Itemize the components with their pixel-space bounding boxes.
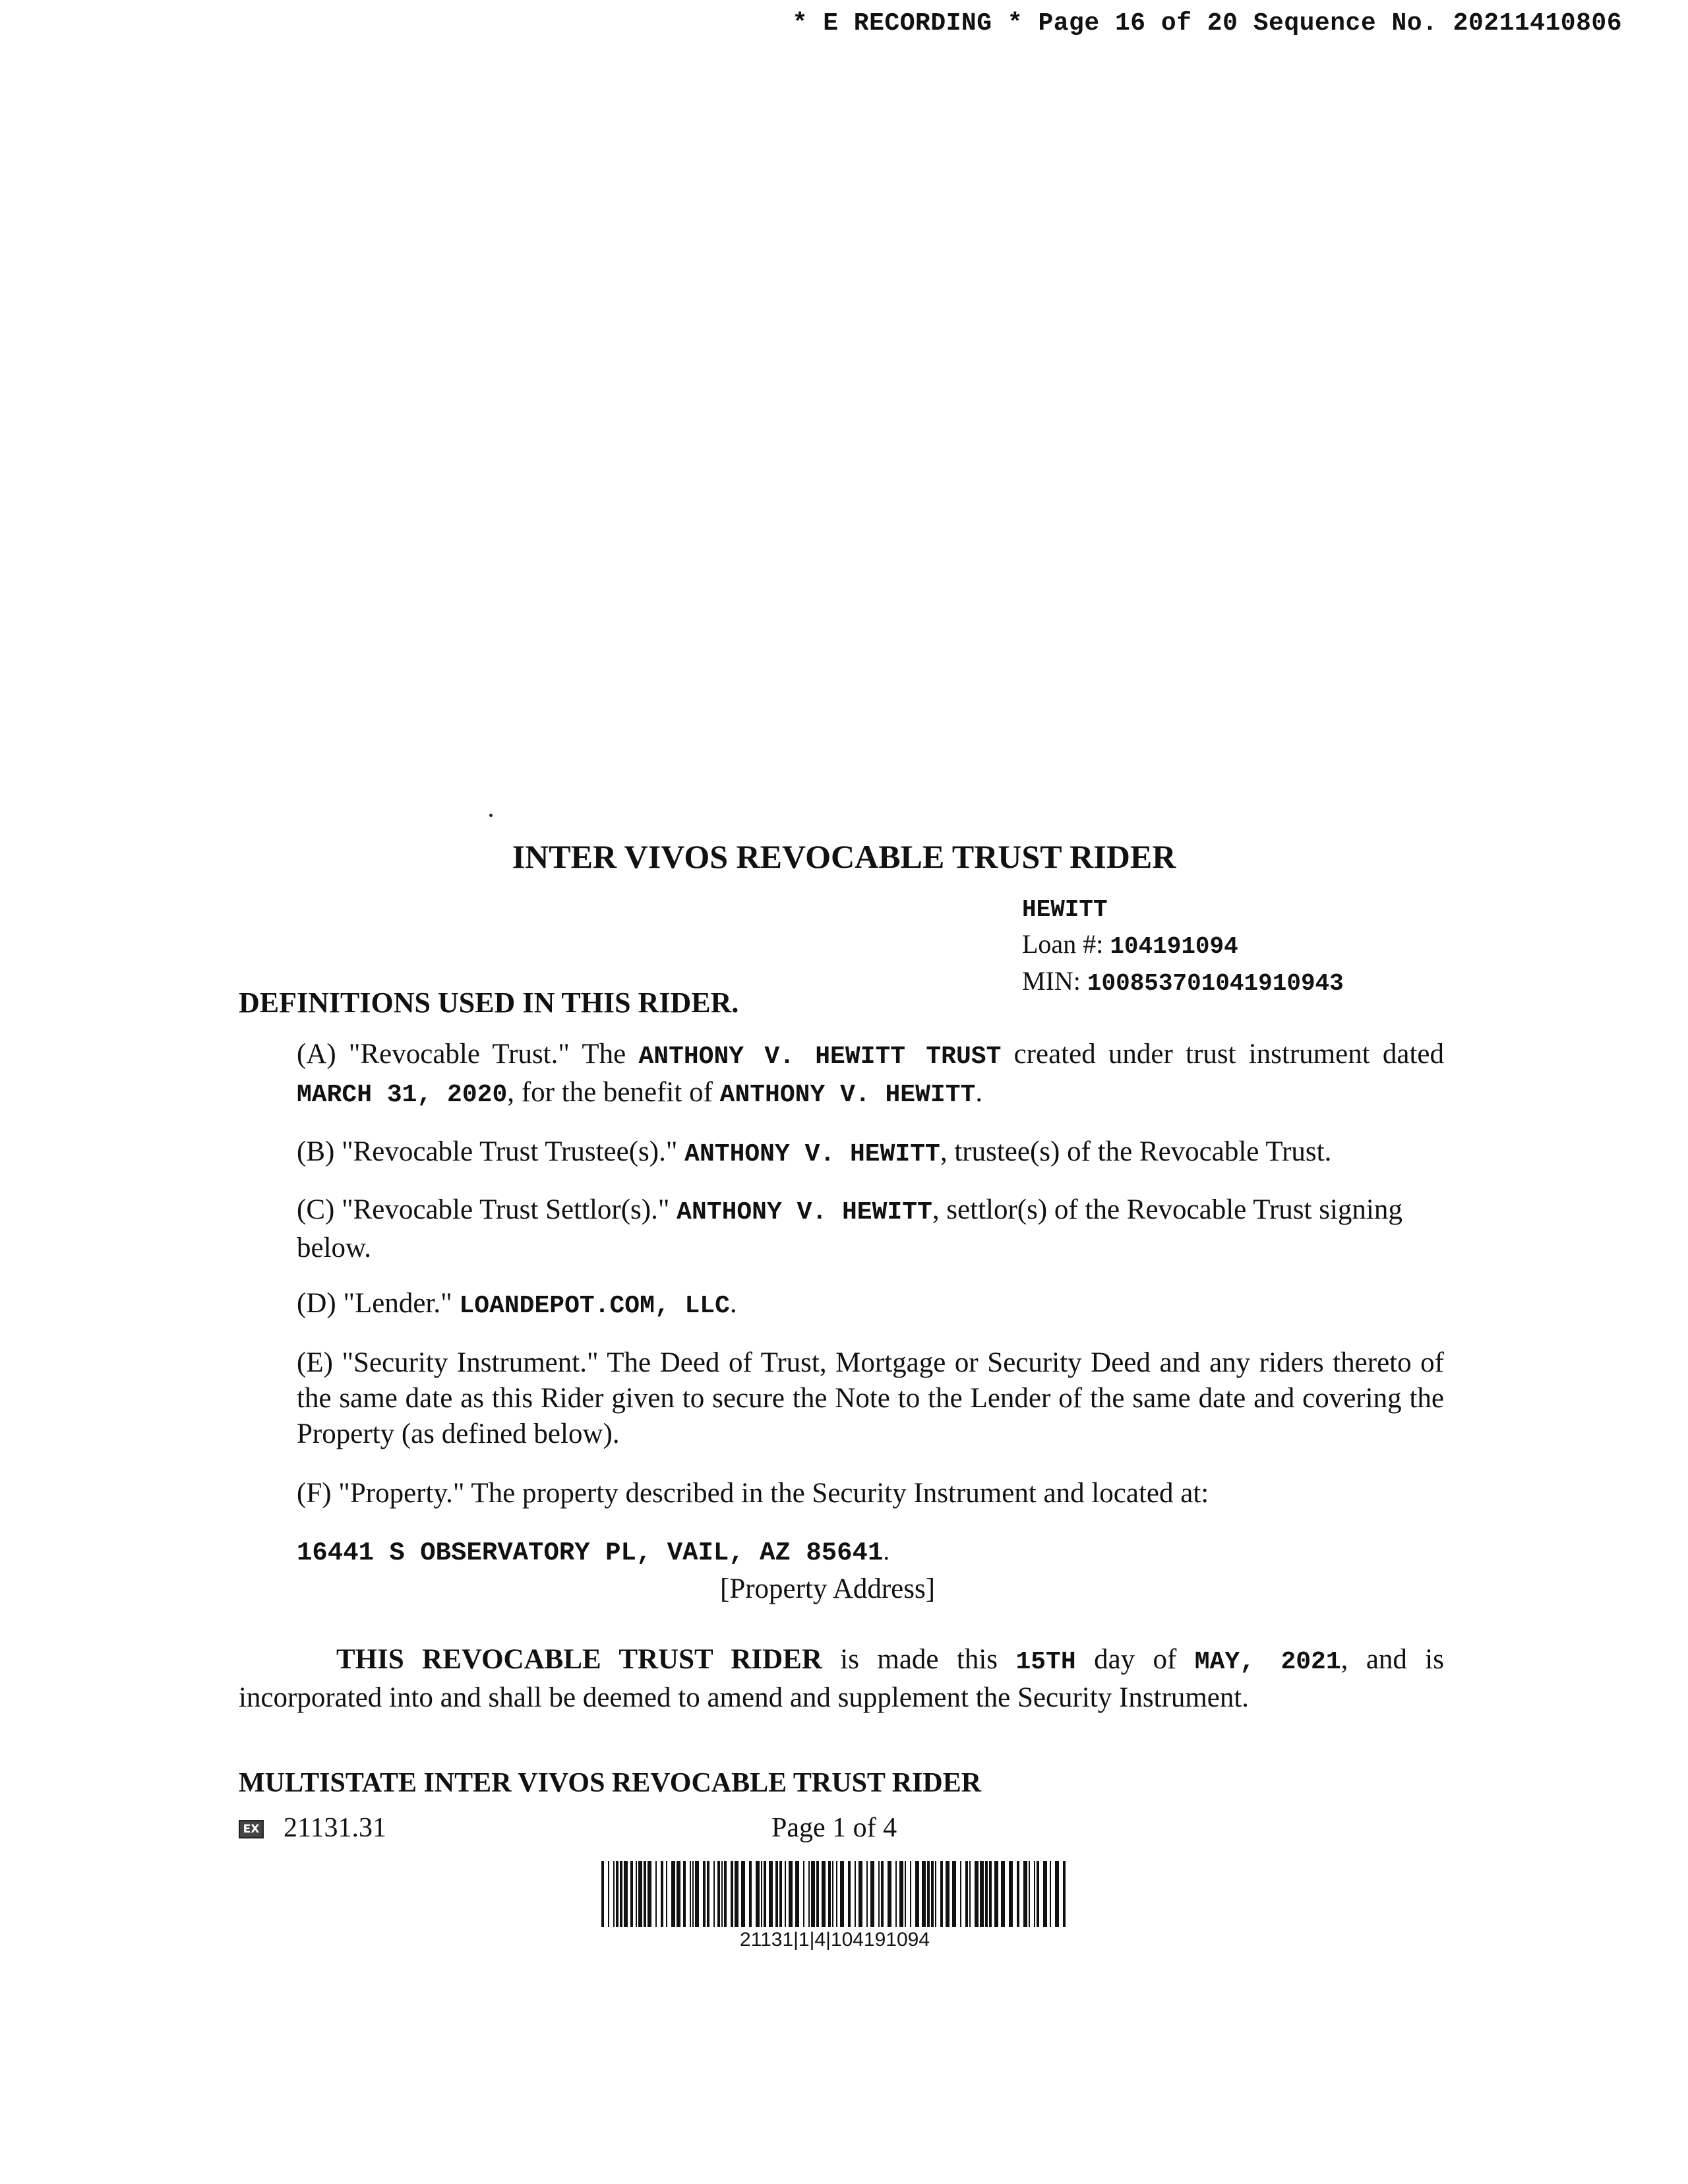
barcode-bar xyxy=(724,1861,727,1927)
barcode-bar xyxy=(624,1861,628,1927)
document-title: INTER VIVOS REVOCABLE TRUST RIDER xyxy=(512,838,1176,875)
barcode-bar xyxy=(764,1861,766,1927)
barcode-bar xyxy=(836,1861,837,1927)
trust-date: MARCH 31, 2020 xyxy=(297,1081,508,1109)
barcode-bar xyxy=(888,1861,891,1927)
barcode-bar xyxy=(692,1861,694,1927)
barcode-bar xyxy=(707,1861,709,1927)
barcode-bar xyxy=(1063,1861,1066,1927)
page-number: Page 1 of 4 xyxy=(771,1813,897,1843)
barcode-bar xyxy=(671,1861,675,1927)
barcode-bar xyxy=(1034,1861,1035,1927)
barcode-bar xyxy=(644,1861,646,1927)
property-address: 16441 S OBSERVATORY PL, VAIL, AZ 85641. xyxy=(297,1537,890,1567)
barcode-bar xyxy=(1029,1861,1030,1927)
recording-header: * E RECORDING * Page 16 of 20 Sequence No. 20211410806 xyxy=(792,9,1622,38)
form-number: 21131.31 xyxy=(284,1813,386,1843)
barcode-bar xyxy=(735,1861,738,1927)
barcode-bar xyxy=(881,1861,884,1927)
barcode-bar xyxy=(927,1861,930,1927)
barcode-bar xyxy=(832,1861,833,1927)
barcode-bar xyxy=(989,1861,992,1927)
barcode-bar xyxy=(731,1861,733,1927)
definition-revocable-trust: (A) "Revocable Trust." The ANTHONY V. HEWITT TRUST created under trust instrument dated MARCH 31, 2020, for the benefit of ANTHONY V. HEWITT. xyxy=(297,1039,1444,1109)
form-logo-icon: EX xyxy=(239,1820,264,1838)
barcode-bar xyxy=(808,1861,810,1927)
barcode-bar xyxy=(713,1861,715,1927)
barcode-bar xyxy=(756,1861,760,1927)
barcode-bar xyxy=(931,1861,934,1927)
barcode-bar xyxy=(636,1861,637,1927)
barcode-bar xyxy=(952,1861,956,1927)
barcode-bar xyxy=(840,1861,844,1927)
barcode-bar xyxy=(855,1861,856,1927)
barcode-bar xyxy=(1023,1861,1027,1927)
barcode-bar xyxy=(608,1861,609,1927)
definition-trustee: (B) "Revocable Trust Trustee(s)." ANTHONY V. HEWITT, trustee(s) of the Revocable Trust. xyxy=(297,1136,1332,1168)
barcode-bar xyxy=(803,1861,804,1927)
barcode-bar xyxy=(946,1861,950,1927)
barcode-bar xyxy=(859,1861,862,1927)
barcode-bar xyxy=(721,1861,723,1927)
barcode-bar xyxy=(899,1861,903,1927)
barcode-bar xyxy=(878,1861,880,1927)
barcode-bar xyxy=(666,1861,667,1927)
lender-name: LOANDEPOT.COM, LLC xyxy=(459,1292,730,1320)
loan-number: 104191094 xyxy=(1110,933,1238,960)
barcode-bar xyxy=(1001,1861,1005,1927)
barcode-bar xyxy=(985,1861,988,1927)
property-address-label: [Property Address] xyxy=(720,1573,936,1604)
rider-statement: THIS REVOCABLE TRUST RIDER is made this 15TH day of MAY, 2021, and is incorporated into and shall be deemed to amend and supplement the Security Instrument. xyxy=(239,1644,1444,1713)
barcode-bar xyxy=(655,1861,657,1927)
barcode-bar xyxy=(717,1861,720,1927)
barcode-bar xyxy=(761,1861,762,1927)
min-number: 100853701041910943 xyxy=(1087,970,1344,997)
rider-month-year: MAY, 2021 xyxy=(1194,1648,1341,1676)
barcode-bar xyxy=(620,1861,622,1927)
barcode-bar xyxy=(795,1861,799,1927)
definition-settlor: (C) "Revocable Trust Settlor(s)." ANTHONY V. HEWITT, settlor(s) of the Revocable Trust signing below. xyxy=(297,1194,1402,1263)
barcode-bar xyxy=(741,1861,745,1927)
trust-name: ANTHONY V. HEWITT TRUST xyxy=(638,1043,1002,1071)
barcode-bar xyxy=(816,1861,819,1927)
barcode-bar xyxy=(775,1861,778,1927)
barcode-bar xyxy=(828,1861,831,1927)
barcode-bar xyxy=(905,1861,906,1927)
rider-day: 15TH xyxy=(1015,1648,1076,1676)
loan-info-block xyxy=(1022,890,1344,1001)
barcode-bar xyxy=(975,1861,979,1927)
barcode-bar xyxy=(1037,1861,1039,1927)
barcode-bar xyxy=(1043,1861,1047,1927)
barcode-bar xyxy=(822,1861,826,1927)
barcode-bar xyxy=(789,1861,793,1927)
barcode-bar xyxy=(980,1861,984,1927)
barcode-bar xyxy=(749,1861,752,1927)
min-label: MIN: xyxy=(1022,966,1081,996)
barcode-bar xyxy=(910,1861,911,1927)
barcode-bar xyxy=(940,1861,943,1927)
barcode-bar xyxy=(1055,1861,1059,1927)
footer-form-title: MULTISTATE INTER VIVOS REVOCABLE TRUST RIDER xyxy=(239,1768,982,1798)
barcode-bar xyxy=(935,1861,936,1927)
barcode-bar xyxy=(969,1861,971,1927)
barcode-bar xyxy=(1017,1861,1019,1927)
beneficiary-name: ANTHONY V. HEWITT xyxy=(719,1081,976,1109)
barcode-bar xyxy=(703,1861,706,1927)
definition-property: (F) "Property." The property described in the Security Instrument and located at: xyxy=(297,1478,1209,1509)
barcode-bar xyxy=(638,1861,642,1927)
barcode-bar xyxy=(683,1861,686,1927)
barcode-bar xyxy=(994,1861,998,1927)
borrower-name: HEWITT xyxy=(1022,896,1108,923)
barcode-bar xyxy=(601,1861,604,1927)
barcode-bar xyxy=(779,1861,782,1927)
barcode-bar xyxy=(769,1861,773,1927)
barcode-bar xyxy=(648,1861,651,1927)
barcode-bar xyxy=(960,1861,961,1927)
barcode xyxy=(601,1861,1068,1927)
barcode-bar xyxy=(965,1861,968,1927)
barcode-bar xyxy=(616,1861,618,1927)
barcode-bar xyxy=(677,1861,680,1927)
barcode-bar xyxy=(1009,1861,1013,1927)
definitions-heading: DEFINITIONS USED IN THIS RIDER. xyxy=(239,986,739,1019)
barcode-bar xyxy=(613,1861,615,1927)
barcode-bar xyxy=(690,1861,691,1927)
barcode-bar xyxy=(695,1861,699,1927)
barcode-text: 21131|1|4|104191094 xyxy=(739,1929,930,1951)
barcode-bar xyxy=(866,1861,868,1927)
barcode-bar xyxy=(661,1861,663,1927)
barcode-bar xyxy=(630,1861,633,1927)
loan-label: Loan #: xyxy=(1022,929,1104,959)
barcode-bar xyxy=(915,1861,919,1927)
barcode-bar xyxy=(785,1861,786,1927)
definition-lender: (D) "Lender." LOANDEPOT.COM, LLC. xyxy=(297,1288,737,1320)
scan-speck xyxy=(489,814,493,817)
barcode-bar xyxy=(1050,1861,1051,1927)
definition-security-instrument: (E) "Security Instrument." The Deed of Trust, Mortgage or Security Deed and any riders thereto of the same date as this Rider given to secure the Note to the Lender of the same date and covering the Property (as defined below). xyxy=(297,1347,1444,1449)
barcode-bar xyxy=(895,1861,897,1927)
barcode-bar xyxy=(870,1861,874,1927)
barcode-bar xyxy=(811,1861,815,1927)
settlor-name: ANTHONY V. HEWITT xyxy=(677,1198,932,1227)
trustee-name: ANTHONY V. HEWITT xyxy=(684,1140,940,1168)
barcode-bar xyxy=(922,1861,926,1927)
barcode-bar xyxy=(848,1861,851,1927)
